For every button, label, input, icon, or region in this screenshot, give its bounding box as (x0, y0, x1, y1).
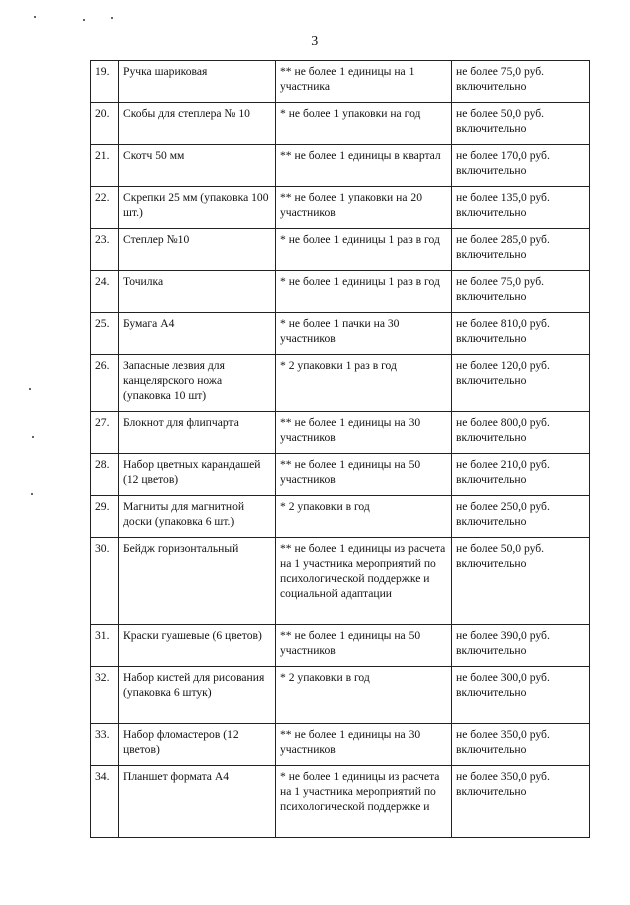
issue-limit: ** не более 1 единицы в квартал (276, 145, 452, 187)
item-name: Запасные лезвия для канцелярского ножа (упаковка 10 шт) (119, 355, 276, 412)
item-name: Краски гуашевые (6 цветов) (119, 625, 276, 667)
supplies-norms-table (90, 60, 590, 838)
issue-limit: ** не более 1 единицы на 1 участника (276, 61, 452, 103)
item-name: Ручка шариковая (119, 61, 276, 103)
table-row (91, 271, 590, 313)
row-number: 24. (91, 271, 119, 313)
issue-limit: ** не более 1 единицы на 30 участников (276, 412, 452, 454)
row-number: 26. (91, 355, 119, 412)
table-row (91, 355, 590, 412)
row-number: 25. (91, 313, 119, 355)
price-limit: не более 390,0 руб. включительно (452, 625, 590, 667)
issue-limit: * не более 1 упаковки на год (276, 103, 452, 145)
scan-speck (111, 17, 113, 19)
table-row (91, 103, 590, 145)
item-name: Точилка (119, 271, 276, 313)
price-limit: не более 75,0 руб. включительно (452, 61, 590, 103)
row-number: 29. (91, 496, 119, 538)
row-number: 21. (91, 145, 119, 187)
table-row (91, 724, 590, 766)
table-body (91, 61, 590, 838)
price-limit: не более 350,0 руб. включительно (452, 724, 590, 766)
item-name: Набор цветных карандашей (12 цветов) (119, 454, 276, 496)
row-number: 20. (91, 103, 119, 145)
price-limit: не более 250,0 руб. включительно (452, 496, 590, 538)
price-limit: не более 50,0 руб. включительно (452, 103, 590, 145)
item-name: Скотч 50 мм (119, 145, 276, 187)
item-name: Скрепки 25 мм (упаковка 100 шт.) (119, 187, 276, 229)
row-number: 23. (91, 229, 119, 271)
scan-speck (32, 436, 34, 438)
row-number: 32. (91, 667, 119, 724)
item-name: Степлер №10 (119, 229, 276, 271)
issue-limit: ** не более 1 единицы из расчета на 1 участника мероприятий по психологической поддержке и социальной адаптации (276, 538, 452, 625)
item-name: Бейдж горизонтальный (119, 538, 276, 625)
price-limit: не более 120,0 руб. включительно (452, 355, 590, 412)
table-row (91, 412, 590, 454)
table-row (91, 496, 590, 538)
table-row (91, 313, 590, 355)
price-limit: не более 300,0 руб. включительно (452, 667, 590, 724)
issue-limit: ** не более 1 упаковки на 20 участников (276, 187, 452, 229)
row-number: 31. (91, 625, 119, 667)
item-name: Скобы для степлера № 10 (119, 103, 276, 145)
issue-limit: * 2 упаковки 1 раз в год (276, 355, 452, 412)
scan-speck (31, 493, 33, 495)
table-row (91, 766, 590, 838)
table-row (91, 625, 590, 667)
page-number: 3 (311, 34, 319, 49)
row-number: 22. (91, 187, 119, 229)
item-name: Планшет формата А4 (119, 766, 276, 838)
row-number: 27. (91, 412, 119, 454)
issue-limit: ** не более 1 единицы на 30 участников (276, 724, 452, 766)
table-row (91, 454, 590, 496)
issue-limit: * 2 упаковки в год (276, 667, 452, 724)
issue-limit: ** не более 1 единицы на 50 участников (276, 454, 452, 496)
row-number: 28. (91, 454, 119, 496)
price-limit: не более 210,0 руб. включительно (452, 454, 590, 496)
item-name: Блокнот для флипчарта (119, 412, 276, 454)
issue-limit: * 2 упаковки в год (276, 496, 452, 538)
scan-speck (34, 16, 36, 18)
price-limit: не более 75,0 руб. включительно (452, 271, 590, 313)
table-row (91, 538, 590, 625)
table-row (91, 61, 590, 103)
price-limit: не более 810,0 руб. включительно (452, 313, 590, 355)
price-limit: не более 350,0 руб. включительно (452, 766, 590, 838)
issue-limit: * не более 1 пачки на 30 участников (276, 313, 452, 355)
item-name: Магниты для магнитной доски (упаковка 6 шт.) (119, 496, 276, 538)
price-limit: не более 170,0 руб. включительно (452, 145, 590, 187)
row-number: 33. (91, 724, 119, 766)
issue-limit: * не более 1 единицы из расчета на 1 участника мероприятий по психологической поддержке и (276, 766, 452, 838)
price-limit: не более 135,0 руб. включительно (452, 187, 590, 229)
table-row (91, 187, 590, 229)
row-number: 30. (91, 538, 119, 625)
table-row (91, 667, 590, 724)
issue-limit: * не более 1 единицы 1 раз в год (276, 271, 452, 313)
table-row (91, 229, 590, 271)
table-row (91, 145, 590, 187)
row-number: 34. (91, 766, 119, 838)
item-name: Набор кистей для рисования (упаковка 6 штук) (119, 667, 276, 724)
row-number: 19. (91, 61, 119, 103)
item-name: Бумага А4 (119, 313, 276, 355)
scan-speck (29, 388, 31, 390)
price-limit: не более 800,0 руб. включительно (452, 412, 590, 454)
item-name: Набор фломастеров (12 цветов) (119, 724, 276, 766)
price-limit: не более 50,0 руб. включительно (452, 538, 590, 625)
issue-limit: ** не более 1 единицы на 50 участников (276, 625, 452, 667)
issue-limit: * не более 1 единицы 1 раз в год (276, 229, 452, 271)
scan-speck (83, 19, 85, 21)
price-limit: не более 285,0 руб. включительно (452, 229, 590, 271)
